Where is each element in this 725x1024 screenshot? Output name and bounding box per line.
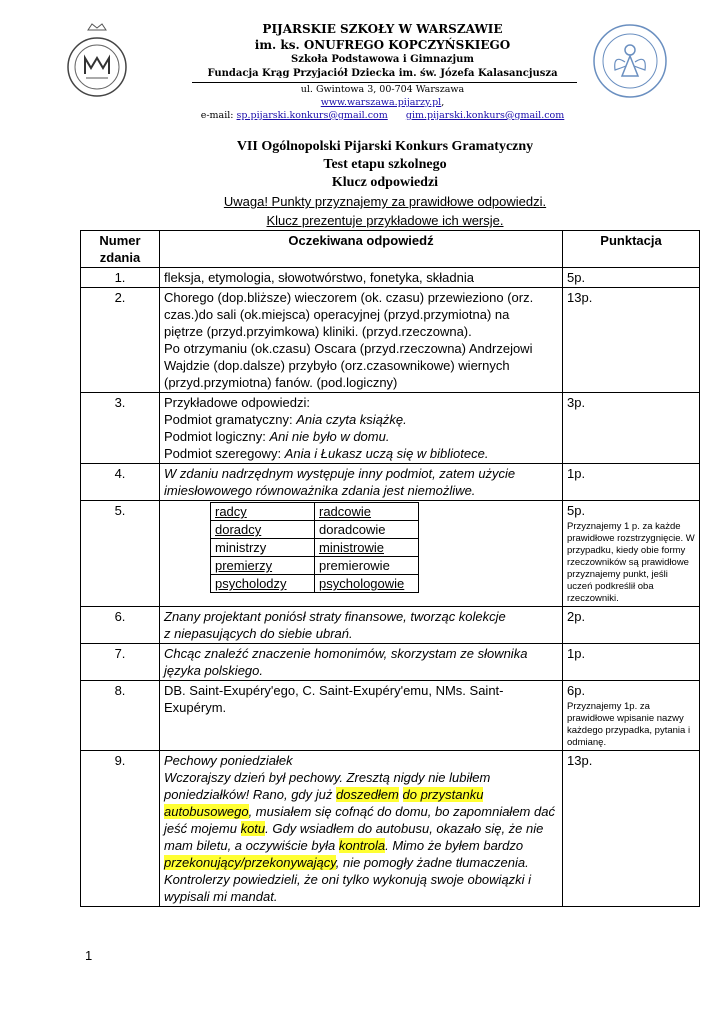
example-sentence: Ania i Łukasz uczą się w bibliotece. (284, 446, 489, 461)
row-number: 2. (81, 288, 160, 393)
row-answer (160, 464, 563, 501)
story-title: Pechowy poniedziałek (164, 753, 293, 768)
row-points: 13p. (563, 288, 700, 393)
table-row (81, 681, 700, 751)
table-row (81, 268, 700, 288)
row-answer (160, 288, 563, 393)
noun-form: psychologowie (315, 575, 419, 593)
table-row (81, 644, 700, 681)
noun-form: ministrowie (315, 539, 419, 557)
row-points: 1p. (563, 464, 700, 501)
table-row (81, 607, 700, 644)
website-line (190, 97, 575, 108)
table-row (81, 464, 700, 501)
foundation-name: Fundacja Krąg Przyjaciół Dziecka im. św. Józefa Kalasancjusza (207, 68, 558, 79)
header-sentence-number: Numer zdania (81, 231, 160, 268)
story-segment: . Gdy wsiadłem do autobusu, okazało się, że nie mam biletu, a oczywiście była (164, 821, 544, 853)
answer-line: języka polskiego. (164, 663, 263, 678)
story-segment: , nie pomogły żadne tłumaczenia. Kontrolerzy powiedzieli, że oni tylko wykonują swoje obowiązki i wypisali mi mandat. (164, 855, 532, 904)
row-answer (160, 644, 563, 681)
row-number: 3. (81, 393, 160, 464)
story-segment: . Mimo że byłem bardzo (385, 838, 524, 853)
highlighted-correction: kotu (240, 821, 266, 836)
story-text (164, 769, 558, 905)
highlighted-correction: doszedłem (336, 787, 399, 802)
answer-line (164, 445, 558, 462)
story-segment (399, 787, 403, 802)
row-answer (160, 393, 563, 464)
row-points: 2p. (563, 607, 700, 644)
foundation-angel-logo (591, 22, 669, 100)
row-number: 6. (81, 607, 160, 644)
answer-line (164, 411, 558, 428)
answer-intro: Przykładowe odpowiedzi: (164, 395, 310, 410)
subject-type-label: Podmiot szeregowy: (164, 446, 285, 461)
noun-row (211, 521, 419, 539)
noun-form: ministrzy (211, 539, 315, 557)
points-note: Przyznajemy 1p. za prawidłowe wpisanie nazwy każdego przypadka, pytania i odmianę. (567, 701, 691, 748)
points-value: 6p. (567, 683, 586, 698)
answer-line: Wajdzie (dop.dalsze) przybyło (orz.czasownikowe) wiernych (164, 358, 510, 373)
row-number: 8. (81, 681, 160, 751)
answer-key-table (80, 230, 700, 907)
row-number: 7. (81, 644, 160, 681)
row-number: 1. (81, 268, 160, 288)
row-answer (160, 501, 563, 607)
noun-form: doradcy (211, 521, 315, 539)
table-row (81, 393, 700, 464)
noun-row (211, 503, 419, 521)
noun-form: radcowie (315, 503, 419, 521)
email-link-1[interactable]: sp.pijarski.konkurs@gmail.com (236, 110, 388, 121)
points-note: Przyznajemy 1 p. za każde prawidłowe rozstrzygnięcie. W przypadku, kiedy obie formy rzeczowników są prawidłowe przyznajemy punkt, jeśli uczeń podkreślił oba rzeczowniki. (567, 521, 695, 604)
noun-row (211, 539, 419, 557)
noun-form: psycholodzy (211, 575, 315, 593)
example-sentence: Ania czyta książkę. (296, 412, 407, 427)
email-line (190, 110, 575, 121)
answer-line: W zdaniu nadrzędnym występuje inny podmiot, zatem użycie (164, 466, 516, 481)
row-answer (160, 751, 563, 907)
school-type: Szkoła Podstawowa i Gimnazjum (291, 54, 474, 65)
answer-line: imiesłowowego równoważnika zdania jest niemożliwe. (164, 483, 476, 498)
story-segment: , musiałem się cofnąć do domu, bo zapomniałem dać jeść mojemu (164, 804, 555, 836)
row-answer (160, 681, 563, 751)
page-number: 1 (85, 948, 93, 963)
address: ul. Gwintowa 3, 00-704 Warszawa (300, 84, 465, 95)
email-link-2[interactable]: gim.pijarski.konkurs@gmail.com (405, 110, 565, 121)
notice-line-2: Klucz prezentuje przykładowe ich wersje. (266, 213, 504, 228)
row-points (563, 681, 700, 751)
highlighted-correction: kontrola (338, 838, 386, 853)
row-number: 9. (81, 751, 160, 907)
answer-line: (przyd.przymiotna) fanów. (pod.logiczny) (164, 375, 398, 390)
noun-forms-table (210, 502, 419, 593)
row-answer (160, 607, 563, 644)
answer-line: piętrze (przyd.przyimkowa) kliniki. (przyd.rzeczowna). (164, 324, 472, 339)
table-row (81, 751, 700, 907)
row-points: 1p. (563, 644, 700, 681)
highlighted-correction: do przystanku autobusowego (164, 787, 484, 819)
story-segment: Wczorajszy dzień był pechowy. Zresztą nigdy nie lubiłem poniedziałków! Rano, gdy już (164, 770, 491, 802)
noun-row (211, 575, 419, 593)
answer-line: czas.)do sali (ok.miejsca) operacyjnej (przyd.przymiotna) na (164, 307, 510, 322)
example-sentence: Ani nie było w domu. (269, 429, 390, 444)
points-value: 5p. (567, 503, 586, 518)
email-label: e-mail: (200, 110, 234, 121)
row-points: 5p. (563, 268, 700, 288)
answer-line: Znany projektant poniósł straty finansowe, tworząc kolekcje (164, 609, 506, 624)
answer-line: DB. Saint-Exupéry'ego, C. Saint-Exupéry'emu, NMs. Saint- (164, 683, 504, 698)
row-points (563, 501, 700, 607)
website-suffix: , (441, 97, 445, 108)
noun-row (211, 557, 419, 575)
school-name: PIJARSKIE SZKOŁY W WARSZAWIE (262, 22, 503, 36)
header-divider (192, 82, 577, 83)
noun-form: doradcowie (315, 521, 419, 539)
school-patron: im. ks. ONUFREGO KOPCZYŃSKIEGO (254, 38, 511, 52)
website-link[interactable]: www.warszawa.pijarzy.pl (320, 97, 442, 108)
answer-key-heading: Klucz odpowiedzi (331, 175, 439, 190)
answer-line: Chorego (dop.bliższe) wieczorem (ok. czasu) przewieziono (orz. (164, 290, 534, 305)
noun-form: premierzy (211, 557, 315, 575)
notice-line-1: Uwaga! Punkty przyznajemy za prawidłowe odpowiedzi. (223, 194, 547, 209)
answer-line: Chcąc znaleźć znaczenie homonimów, skorzystam ze słownika (164, 646, 528, 661)
header-points: Punktacja (563, 231, 700, 268)
answer-line: z niepasujących do siebie ubrań. (164, 626, 353, 641)
row-number: 4. (81, 464, 160, 501)
noun-form: radcy (211, 503, 315, 521)
subject-type-label: Podmiot gramatyczny: (164, 412, 297, 427)
row-points: 3p. (563, 393, 700, 464)
table-row (81, 501, 700, 607)
header-expected-answer: Oczekiwana odpowiedź (160, 231, 563, 268)
table-row (81, 288, 700, 393)
answer-line: Po otrzymaniu (ok.czasu) Oscara (przyd.rzeczowna) Andrzejowi (164, 341, 533, 356)
contest-title: VII Ogólnopolski Pijarski Konkurs Gramatyczny (236, 139, 534, 154)
test-stage: Test etapu szkolnego (323, 157, 447, 172)
school-crest-logo (66, 22, 128, 100)
subject-type-label: Podmiot logiczny: (164, 429, 270, 444)
highlighted-correction: przekonujący/przekonywający (164, 855, 336, 870)
answer-line (164, 428, 558, 445)
row-answer: fleksja, etymologia, słowotwórstwo, fonetyka, składnia (160, 268, 563, 288)
answer-line: Exupérym. (164, 700, 227, 715)
row-number: 5. (81, 501, 160, 607)
noun-form: premierowie (315, 557, 419, 575)
row-points: 13p. (563, 751, 700, 907)
table-header-row (81, 231, 700, 268)
